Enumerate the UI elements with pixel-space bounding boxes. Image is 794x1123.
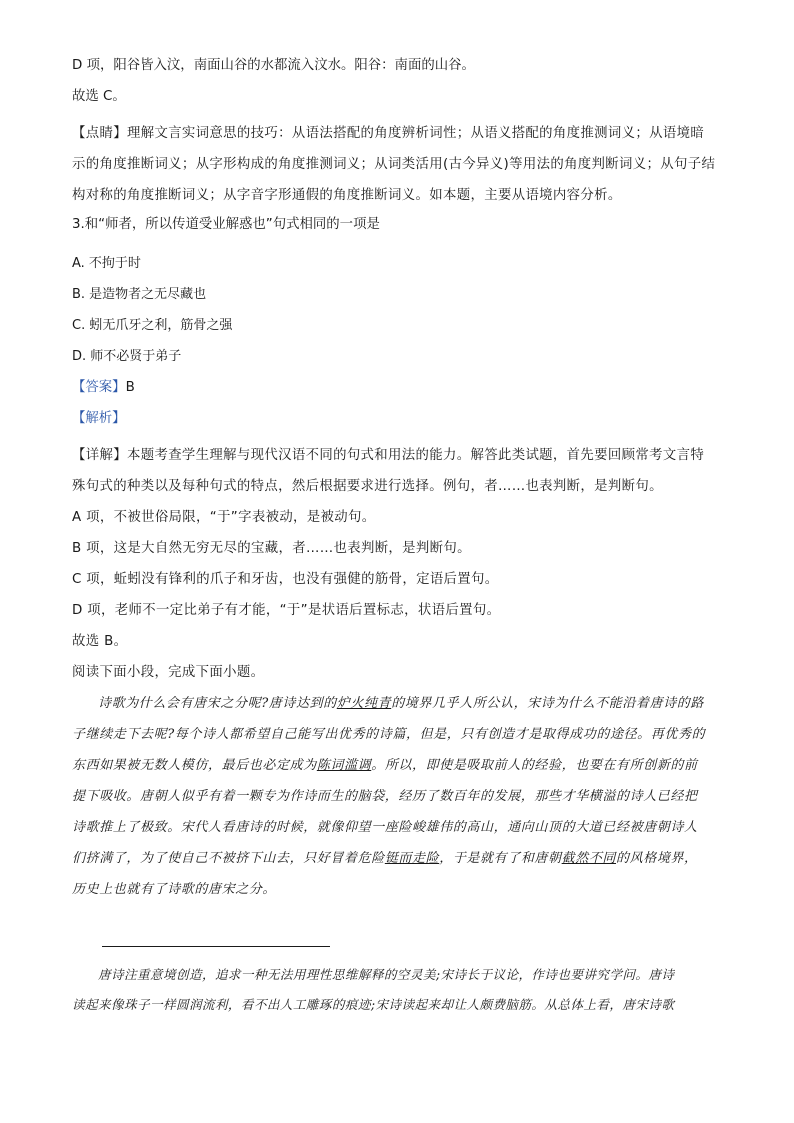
passage-line-2: 子继续走下去呢?每个诗人都希望自己能写出优秀的诗篇，但是，只有创造才是取得成功的途径。再优秀的	[72, 727, 706, 742]
passage-line-5: 诗歌推上了极致。宋代人看唐诗的时候，就像仰望一座险峻雄伟的高山，通向山顶的大道已经被唐朝诗人	[72, 820, 698, 835]
passage-line-7: 历史上也就有了诗歌的唐宋之分。	[72, 882, 277, 897]
option-d: D. 师不必贤于弟子	[72, 349, 182, 364]
analysis-tag: 【解析】	[72, 411, 126, 426]
option-b: B. 是造物者之无尽藏也	[72, 287, 207, 302]
dianjing-paragraph	[72, 118, 722, 211]
option-d-explanation: D 项，阳谷皆入汶，南面山谷的水都流入汶水。阳谷：南面的山谷。	[72, 58, 475, 73]
answer-value: B	[125, 380, 135, 395]
dianjing-line-1: 【点睛】理解文言实词意思的技巧：从语法搭配的角度辨析词性；从语义搭配的角度推测词义；从语境暗	[72, 126, 705, 141]
dianjing-tag: 【点睛】	[72, 126, 127, 141]
detail-line-1: 【详解】本题考查学生理解与现代汉语不同的句式和用法的能力。解答此类试题，首先要回顾常考文言特	[72, 448, 705, 463]
detail-paragraph	[72, 440, 722, 688]
underlined-idiom: 铤而走险	[384, 851, 440, 866]
footnote-divider	[102, 946, 330, 947]
answer-choice: 故选 B。	[72, 634, 128, 649]
explain-d: D 项，老师不一定比弟子有才能，“于”是状语后置标志，状语后置句。	[72, 603, 501, 618]
footnote-line-1: 唐诗注重意境创造，追求一种无法用理性思维解释的空灵美;宋诗长于议论，作诗也要讲究学问。唐诗	[98, 967, 675, 982]
explain-b: B 项，这是大自然无穷无尽的宝藏，者……也表判断，是判断句。	[72, 541, 471, 556]
dianjing-line-3: 构对称的角度推断词义；从字音字形通假的角度推断词义。如本题，主要从语境内容分析。	[72, 188, 622, 203]
option-c: C. 蚓无爪牙之利，筋骨之强	[72, 318, 233, 333]
dianjing-line-2: 示的角度推断词义；从字形构成的角度推测词义；从词类活用(古今异义)等用法的角度判断词义；从句子结	[72, 157, 716, 172]
footnote-text	[72, 960, 732, 1020]
underlined-idiom: 炉火纯青	[336, 696, 392, 711]
answer-choice-prev: 故选 C。	[72, 89, 126, 104]
reading-intro: 阅读下面小段，完成下面小题。	[72, 665, 265, 680]
detail-line-2: 殊句式的种类以及每种句式的特点，然后根据要求进行选择。例句，者……也表判断，是判断句。	[72, 479, 663, 494]
passage-line-6: 们挤满了，为了使自己不被挤下山去，只好冒着危险铤而走险，于是就有了和唐朝截然不同的风格境界，	[72, 851, 698, 866]
detail-tag: 【详解】	[72, 448, 127, 463]
underlined-idiom: 陈词滥调	[316, 758, 372, 773]
explain-c: C 项，蚯蚓没有锋利的爪子和牙齿，也没有强健的筋骨，定语后置句。	[72, 572, 499, 587]
reading-passage	[72, 688, 722, 905]
passage-line-3: 东西如果被无数人模仿，最后也必定成为陈词滥调。所以，即使是吸取前人的经验，也要在有所创新的前	[72, 758, 698, 773]
passage-line-4: 提下吸收。唐朝人似乎有着一颗专为作诗而生的脑袋，经历了数百年的发展，那些才华横溢的诗人已经把	[72, 789, 698, 804]
question-3-stem: 3.和“师者，所以传道受业解惑也”句式相同的一项是	[72, 217, 380, 232]
footnote-line-2: 读起来像珠子一样圆润流利，看不出人工雕琢的痕迹;宋诗读起来却让人颇费脑筋。从总体上看，唐宋诗歌	[72, 997, 675, 1012]
underlined-idiom: 截然不同	[561, 851, 617, 866]
option-a: A. 不拘于时	[72, 256, 141, 271]
answer-tag: 【答案】	[72, 380, 126, 395]
answer-line	[72, 378, 722, 398]
explain-a: A 项，不被世俗局限，“于”字表被动，是被动句。	[72, 510, 376, 525]
passage-line-1: 诗歌为什么会有唐宋之分呢?唐诗达到的炉火纯青的境界几乎人所公认，宋诗为什么不能沿着唐诗的路	[98, 696, 704, 711]
document-page	[72, 56, 722, 905]
